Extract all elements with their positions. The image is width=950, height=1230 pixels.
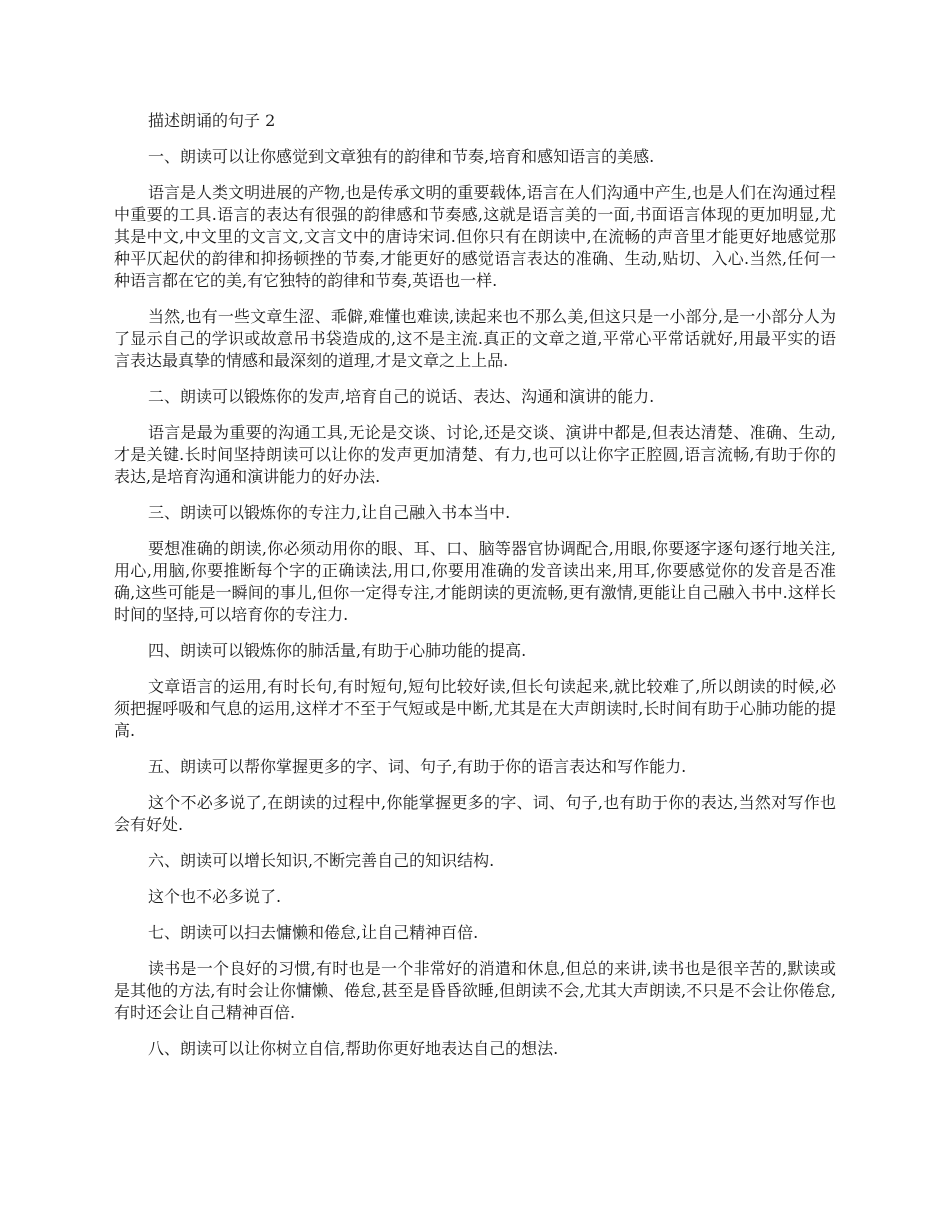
paragraph-heading-3: 三、朗读可以锻炼你的专注力,让自己融入书本当中. <box>148 503 511 522</box>
paragraph: 当然,也有一些文章生涩、乖僻,难懂也难读,读起来也不那么美,但这只是一小部分,是一小部分人为了显示自己的学识或故意吊书袋造成的,这不是主流.真正的文章之道,平常心平常话就好,用最平实的语言表达最真挚的情感和最深刻的道理,才是文章之上上品. <box>114 307 836 370</box>
paragraph: 语言是最为重要的沟通工具,无论是交谈、讨论,还是交谈、演讲中都是,但表达清楚、准确、生动,才是关键.长时间坚持朗读可以让你的发声更加清楚、有力,也可以让你字正腔圆,语言流畅,有助于你的表达,是培育沟通和演讲能力的好办法. <box>114 423 836 486</box>
paragraph-heading-1: 一、朗读可以让你感觉到文章独有的韵律和节奏,培育和感知语言的美感. <box>148 147 655 166</box>
paragraph-heading-4: 四、朗读可以锻炼你的肺活量,有助于心肺功能的提高. <box>148 641 527 660</box>
paragraph: 这个也不必多说了. <box>148 887 282 906</box>
paragraph-heading-6: 六、朗读可以增长知识,不断完善自己的知识结构. <box>148 851 495 870</box>
paragraph: 文章语言的运用,有时长句,有时短句,短句比较好读,但长句读起来,就比较难了,所以朗读的时候,必须把握呼吸和气息的运用,这样才不至于气短或是中断,尤其是在大声朗读时,长时间有助于心肺功能的提高. <box>114 677 836 740</box>
paragraph-heading-5: 五、朗读可以帮你掌握更多的字、词、句子,有助于你的语言表达和写作能力. <box>148 757 687 776</box>
paragraph: 读书是一个良好的习惯,有时也是一个非常好的消遣和休息,但总的来讲,读书也是很辛苦的,默读或是其他的方法,有时会让你慵懒、倦怠,甚至是昏昏欲睡,但朗读不会,尤其大声朗读,不只是不会让你倦怠,有时还会让自己精神百倍. <box>114 959 836 1022</box>
paragraph-heading-7: 七、朗读可以扫去慵懒和倦怠,让自己精神百倍. <box>148 923 479 942</box>
document-page <box>114 110 836 1074</box>
document-title: 描述朗诵的句子 2 <box>148 111 276 130</box>
paragraph-heading-8: 八、朗读可以让你树立自信,帮助你更好地表达自己的想法. <box>148 1039 559 1058</box>
paragraph: 要想准确的朗读,你必须动用你的眼、耳、口、脑等器官协调配合,用眼,你要逐字逐句逐行地关注,用心,用脑,你要推断每个字的正确读法,用口,你要用准确的发音读出来,用耳,你要感觉你的发音是否准确,这些可能是一瞬间的事儿,但你一定得专注,才能朗读的更流畅,更有激情,更能让自己融入书中.这样长时间的坚持,可以培育你的专注力. <box>114 539 836 624</box>
paragraph: 语言是人类文明进展的产物,也是传承文明的重要载体,语言在人们沟通中产生,也是人们在沟通过程中重要的工具.语言的表达有很强的韵律感和节奏感,这就是语言美的一面,书面语言体现的更加明显,尤其是中文,中文里的文言文,文言文中的唐诗宋词.但你只有在朗读中,在流畅的声音里才能更好地感觉那种平仄起伏的韵律和抑扬顿挫的节奏,才能更好的感觉语言表达的准确、生动,贴切、入心.当然,任何一种语言都在它的美,有它独特的韵律和节奏,英语也一样. <box>114 183 836 290</box>
paragraph-heading-2: 二、朗读可以锻炼你的发声,培育自己的说话、表达、沟通和演讲的能力. <box>148 387 655 406</box>
paragraph: 这个不必多说了,在朗读的过程中,你能掌握更多的字、词、句子,也有助于你的表达,当然对写作也会有好处. <box>114 793 836 834</box>
